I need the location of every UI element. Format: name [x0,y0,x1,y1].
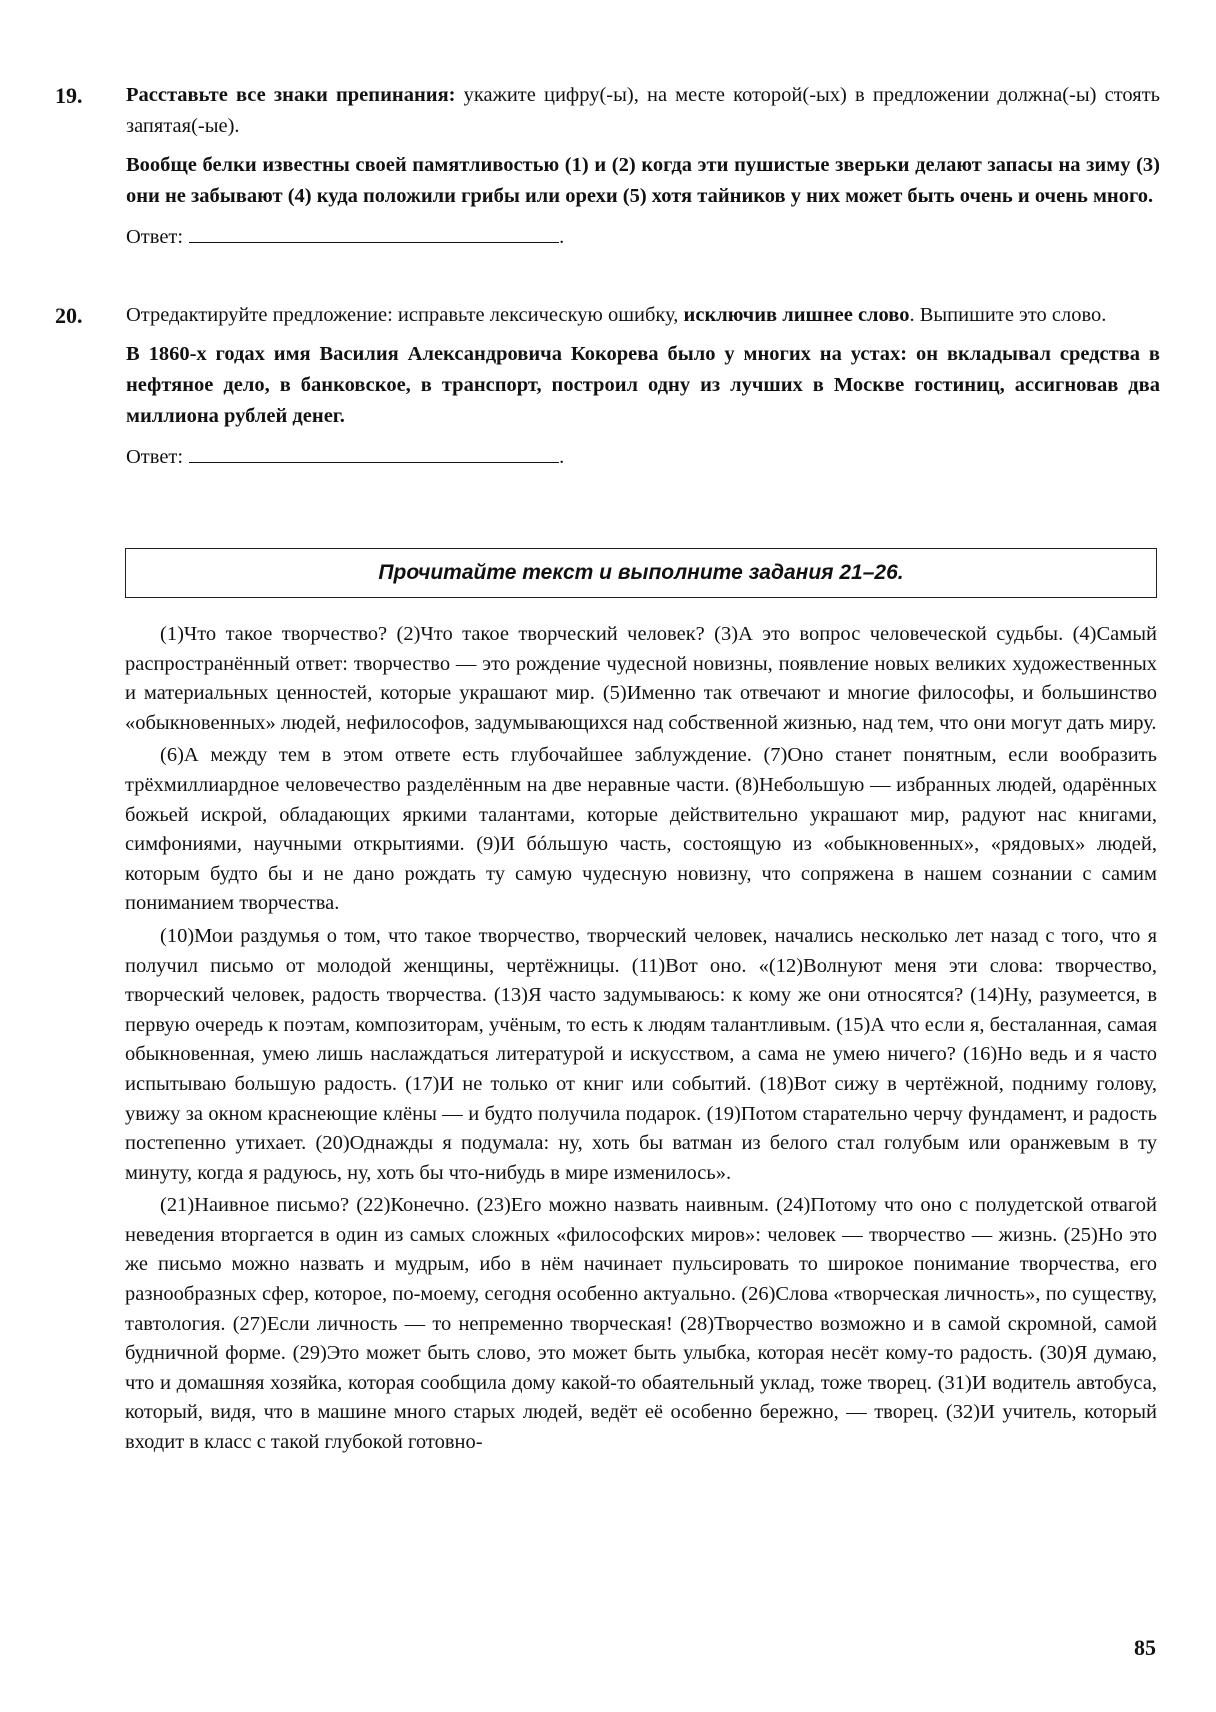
instruction-bold: исключив лишнее слово [683,304,910,326]
task-sentence: В 1860-х годах имя Василия Александровича Кокорева было у многих на устах: он вкладывал средства в нефтяное дело, в банковское, в транспорт, построил одну из лучших в Москве гостиниц, ассигновав два миллиона рублей денег. [126,343,1160,427]
answer-row [126,440,1160,471]
text-paragraph: (10)Мои раздумья о том, что такое творчество, творческий человек, начались несколько лет назад с того, что я получил письмо от молодой женщины, чертёжницы. (11)Вот оно. «(12)Волнуют меня эти слова: творчество, творческий человек, радость творчества. (13)Я часто задумываюсь: к кому же они относятся? (14)Ну, разумеется, в первую очередь к поэтам, композиторам, учёным, то есть к людям талантливым. (15)А что если я, бесталанная, самая обыкновенная, умею лишь наслаждаться литературой и искусством, а сама не умею ничего? (16)Но ведь и я часто испытываю большую радость. (17)И не только от книг или событий. (18)Вот сижу в чертёжной, подниму голову, увижу за окном краснеющие клёны — и будто получила подарок. (19)Потом старательно черчу фундамент, и радость постепенно утихает. (20)Однажды я подумала: ну, хоть бы ватман из белого стал голубым или оранжевым в ту минуту, когда я радуюсь, ну, хоть бы что-нибудь в мире изменилось». [125,924,1157,1184]
task-instruction [126,300,1160,331]
text-paragraph: (21)Наивное письмо? (22)Конечно. (23)Его можно назвать наивным. (24)Потому что оно с полудетской отвагой неведения вторгается в один из самых сложных «философских миров»: человек — творчество — жизнь. (25)Но это же письмо можно назвать и мудрым, ибо в нём начинает пульсировать то широкое понимание творчества, его разнообразных сфер, которое, по-моему, сегодня особенно актуально. (26)Слова «творческая личность», по существу, тавтология. (27)Если личность — то непременно творческая! (28)Творчество возможно и в самой скромной, самой будничной форме. (29)Это может быть слово, это может быть улыбка, которая несёт кому-то радость. (30)Я думаю, что и домашняя хозяйка, которая сообщила дому какой-то обаятельный уклад, тоже творец. (31)И водитель автобуса, который, видя, что в машине много старых людей, ведёт её особенно бережно, — творец. (32)И учитель, который входит в класс с такой глубокой готовно- [125,1194,1157,1454]
instruction-end: . Выпишите это слово. [909,304,1107,326]
instruction-bold: Расставьте все знаки препинания: [126,84,456,106]
answer-end: . [559,226,565,248]
task-number: 19. [55,83,83,108]
reading-text [125,620,1157,1461]
instruction-start: Отредактируйте предложение: исправьте лексическую ошибку, [126,304,684,326]
task-sentence: Вообще белки известны своей памятливостью (1) и (2) когда эти пушистые зверьки делают запасы на зиму (3) они не забывают (4) куда положили грибы или орехи (5) хотя тайников у них может быть очень и очень много. [126,154,1160,207]
task-instruction [126,80,1160,142]
text-paragraph: (1)Что такое творчество? (2)Что такое творческий человек? (3)А это вопрос человеческой судьбы. (4)Самый распространённый ответ: творчество — это рождение чудесной новизны, появление новых великих художественных и материальных ценностей, которые украшают мир. (5)Именно так отвечают и многие философы, и большинство «обыкновенных» людей, нефилософов, задумывающихся над собственной жизнью, над тем, что они могут дать миру. [125,623,1157,734]
answer-end: . [559,446,565,468]
text-paragraph: (6)А между тем в этом ответе есть глубочайшее заблуждение. (7)Оно станет понятным, если вообразить трёхмиллиардное человечество разделённым на две неравные части. (8)Небольшую — избранных людей, одарённых божьей искрой, обладающих яркими талантами, которые действительно украшают мир, радуют нас книгами, симфониями, научными открытиями. (9)И бóльшую часть, состоящую из «обыкновенных», «рядовых» людей, которым будто бы и не дано рождать ту самую чудесную новизну, что сопряжена в нашем сознании с самим пониманием творчества. [125,744,1157,915]
answer-input-line[interactable] [189,440,559,463]
task-number: 20. [55,303,83,328]
task-19 [55,80,1160,251]
answer-label: Ответ: [126,226,184,248]
page-number: 85 [1134,1635,1156,1660]
answer-row [126,220,1160,251]
answer-input-line[interactable] [189,220,559,243]
answer-label: Ответ: [126,446,184,468]
instruction-rest: укажите цифру(-ы), на месте которой(-ых) в предложении должна(-ы) стоять запятая(-ые). [126,84,1161,137]
reading-instruction-banner: Прочитайте текст и выполните задания 21–26. [125,548,1157,598]
task-20 [55,300,1160,471]
